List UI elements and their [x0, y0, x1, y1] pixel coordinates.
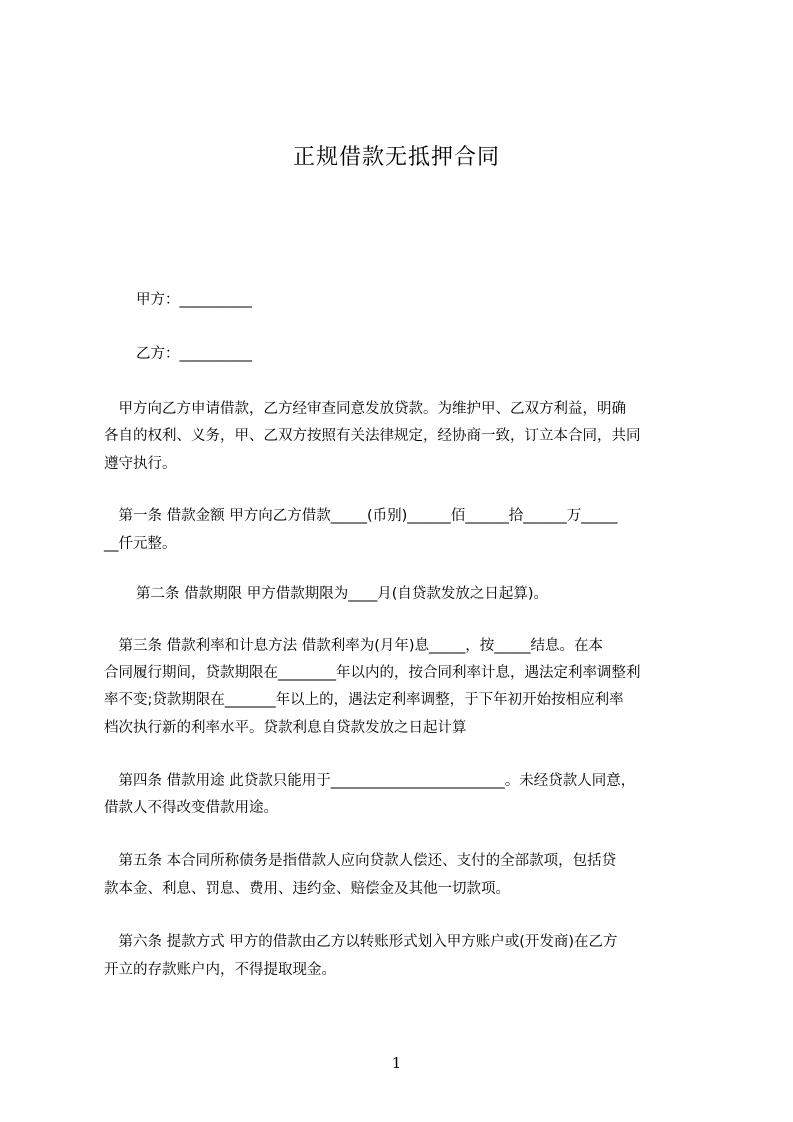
article-line: 率不变;贷款期限在_______年以上的，遇法定利率调整，于下年初开始按相应利率	[104, 692, 624, 708]
preamble-line: 甲方向乙方申请借款，乙方经审查同意发放贷款。为维护甲、乙双方利益，明确	[104, 401, 626, 417]
article-line: 第三条 借款利率和计息方法 借款利率为(月年)息_____，按_____结息。在本	[104, 638, 604, 654]
article-line: __仟元整。	[104, 536, 177, 552]
party-b-line: 乙方：__________	[136, 346, 252, 362]
preamble-line: 各自的权利、义务，甲、乙双方按照有关法律规定，经协商一致，订立本合同，共同	[104, 428, 641, 444]
document-title: 正规借款无抵押合同	[292, 145, 500, 170]
article-line: 借款人不得改变借款用途。	[104, 800, 278, 816]
article-line: 合同履行期间，贷款期限在________年以内的，按合同利率计息，遇法定利率调整利	[104, 665, 641, 681]
preamble-line: 遵守执行。	[104, 456, 177, 472]
party-a-line: 甲方：__________	[136, 292, 252, 308]
article-line: 第五条 本合同所称债务是指借款人应向贷款人偿还、支付的全部款项，包括贷	[104, 853, 617, 869]
article-line: 第一条 借款金额 甲方向乙方借款_____(币别)______佰______拾______万_____	[104, 508, 618, 524]
article-line: 第二条 借款期限 甲方借款期限为____月(自贷款发放之日起算)。	[136, 586, 549, 602]
article-line: 款本金、利息、罚息、费用、违约金、赔偿金及其他一切款项。	[104, 881, 510, 897]
article-line: 第四条 借款用途 此贷款只能用于________________________。未经贷款人同意，	[104, 773, 636, 789]
article-line: 第六条 提款方式 甲方的借款由乙方以转账形式划入甲方账户或(开发商)在乙方	[104, 934, 618, 950]
page-number: 1	[391, 1054, 402, 1072]
article-line: 开立的存款账户内，不得提取现金。	[104, 962, 336, 978]
article-line: 档次执行新的利率水平。贷款利息自贷款发放之日起计算	[104, 720, 467, 736]
